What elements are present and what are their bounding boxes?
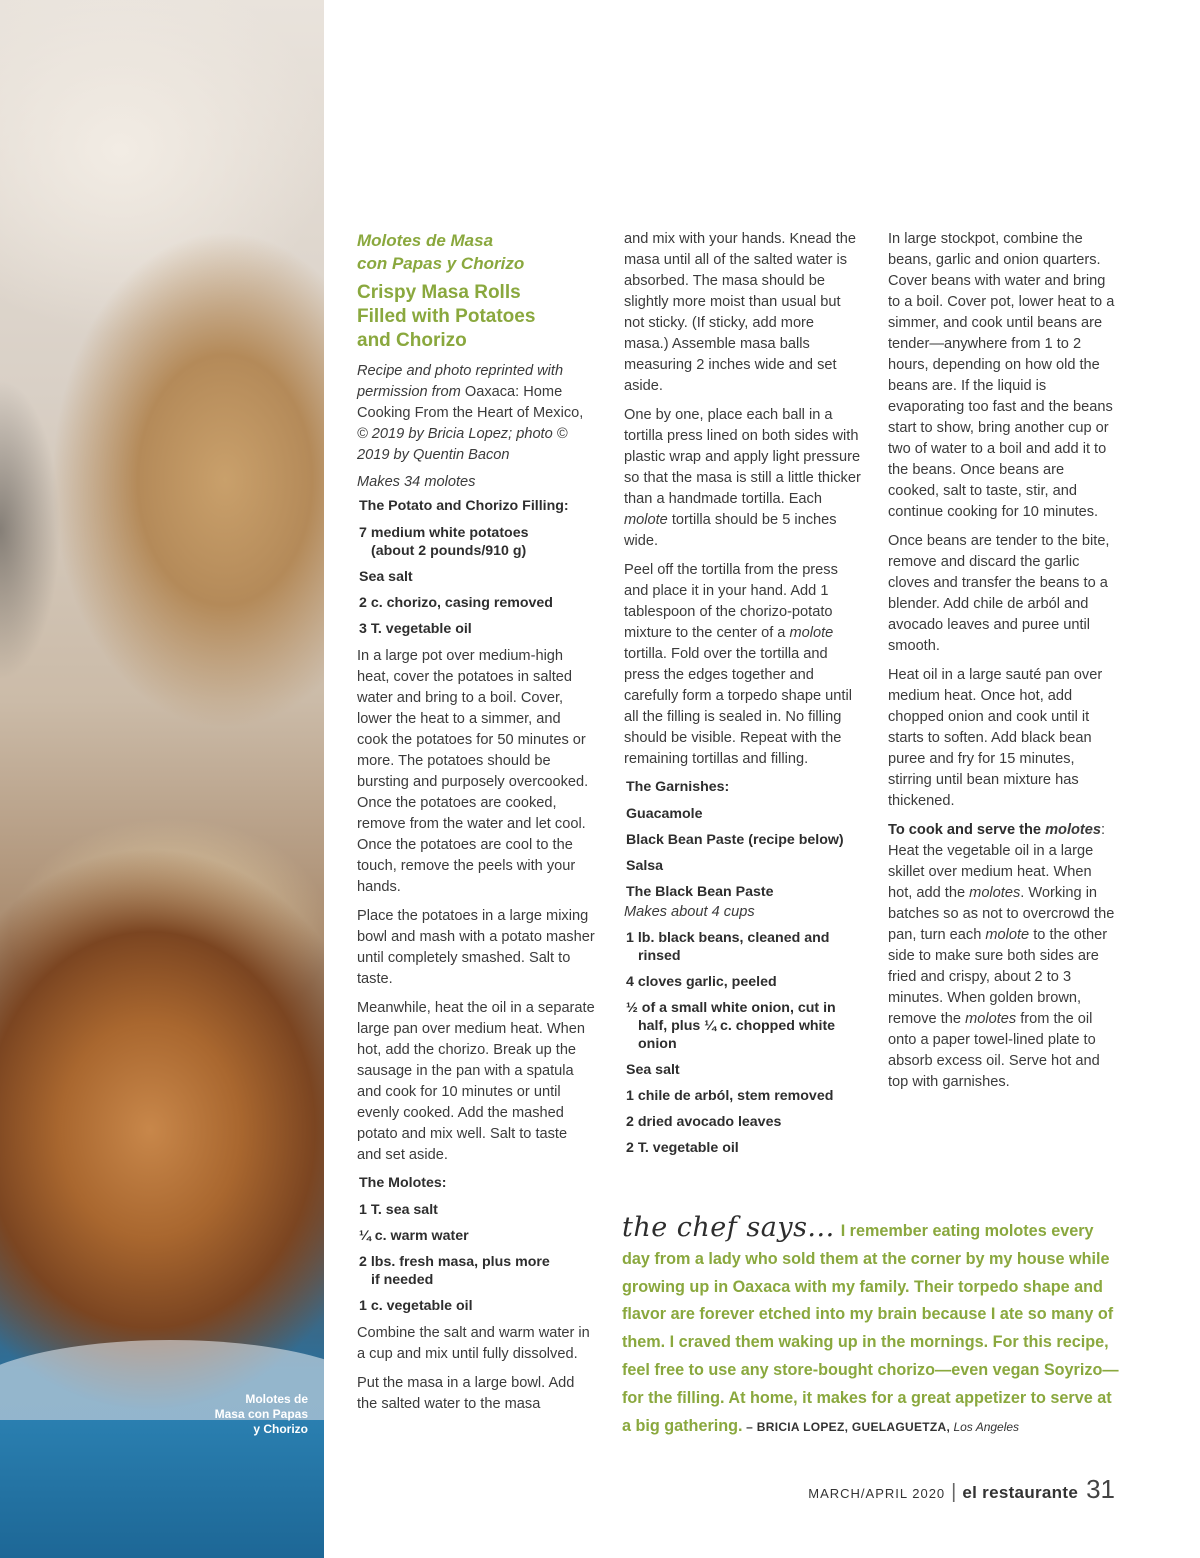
- paragraph: In large stockpot, combine the beans, garlic and onion quarters. Cover beans with water and bring to a boil. Cover pot, lower heat to a simmer, and cook until beans are tender—anywhere from 1 to 2 hours, depending on how old the beans are. If the liquid is evaporating too fast and the beans start to show, bring another cup or two of water to a boil and add it to the beans. Once beans are cooked, salt to taste, stir, and continue cooking for 10 minutes.: [888, 231, 1115, 520]
- paragraph: Put the masa in a large bowl. Add the salted water to the masa: [357, 1375, 575, 1412]
- food-photo: [0, 0, 324, 1558]
- garnish-item: Guacamole: [626, 806, 703, 822]
- molotes-heading: The Molotes:: [359, 1175, 447, 1191]
- molotes-ingredients: [357, 1201, 595, 1315]
- chef-says-lead: the chef says...: [622, 1212, 835, 1243]
- text-column-2: [624, 229, 862, 1165]
- ingredient-item: ½ of a small white onion, cut in half, plus ¼ c. chopped white onion: [626, 1000, 836, 1052]
- text-column-3: [888, 229, 1118, 1101]
- recipe-credit: Recipe and photo reprinted with permission from Oaxaca: Home Cooking From the Heart of Mexico, © 2019 by Bricia Lopez; photo © 2019 by Quentin Bacon: [357, 363, 584, 463]
- photo-shadow: [0, 380, 60, 680]
- ingredient-item: 2 lbs. fresh masa, plus more if needed: [359, 1254, 550, 1288]
- text-column-1: [357, 229, 595, 1423]
- filling-heading: The Potato and Chorizo Filling:: [359, 498, 569, 514]
- recipe-yield: Makes 34 molotes: [357, 474, 476, 490]
- photo-tabletop: [0, 1420, 324, 1558]
- serving-paragraph: To cook and serve the molotes: Heat the vegetable oil in a large skillet over medium heat. When hot, add the molotes. Working in batches so as not to overcrowd the pan, turn each molote to the other side to make sure both sides are fried and crispy, about 2 to 3 minutes. When golden brown, remove the molotes from the oil onto a paper towel-lined plate to absorb excess oil. Serve hot and top with garnishes.: [888, 822, 1115, 1090]
- ingredient-item: Sea salt: [359, 569, 413, 585]
- garnish-list: [624, 805, 862, 875]
- ingredient-item: Sea salt: [626, 1062, 680, 1078]
- garnish-item: Black Bean Paste (recipe below): [626, 832, 844, 848]
- chef-quote-text: I remember eating molotes every day from a lady who sold them at the corner by my house while growing up in Oaxaca with my family. Their torpedo shape and flavor are forever etched into my brain because I ate so many of them. I craved them waking up in the mornings. For this recipe, feel free to use any store-bought chorizo—even vegan Soyrizo—for the filling. At home, it makes for a great appetizer to serve at a big gathering.: [622, 1222, 1119, 1435]
- chef-quote: [622, 1214, 1122, 1441]
- english-title: Crispy Masa Rolls Filled with Potatoes and Chorizo: [357, 282, 536, 351]
- ingredient-item: 1 c. vegetable oil: [359, 1298, 473, 1314]
- bean-paste-yield: Makes about 4 cups: [624, 904, 755, 920]
- ingredient-item: 2 c. chorizo, casing removed: [359, 595, 553, 611]
- ingredient-item: 1 T. sea salt: [359, 1202, 438, 1218]
- ingredient-item: 7 medium white potatoes (about 2 pounds/910 g): [359, 525, 529, 559]
- bean-paste-ingredients: [624, 929, 862, 1157]
- paragraph: Meanwhile, heat the oil in a separate large pan over medium heat. When hot, add the chorizo. Break up the sausage in the pan with a spatula and cook for 10 minutes or until evenly cooked. Add the mashed potato and mix well. Salt to taste and set aside.: [357, 1000, 595, 1163]
- issue-date: MARCH/APRIL 2020: [808, 1486, 946, 1501]
- paragraph: Once beans are tender to the bite, remove and discard the garlic cloves and transfer the beans to a blender. Add chile de arból and avocado leaves and puree until smooth.: [888, 533, 1110, 654]
- photo-caption: Molotes de Masa con Papas y Chorizo: [214, 1392, 308, 1436]
- ingredient-item: 2 dried avocado leaves: [626, 1114, 782, 1130]
- magazine-name: el restaurante: [962, 1483, 1079, 1502]
- spanish-title: Molotes de Masa con Papas y Chorizo: [357, 231, 525, 273]
- ingredient-item: 3 T. vegetable oil: [359, 621, 472, 637]
- paragraph: One by one, place each ball in a tortilla press lined on both sides with plastic wrap and apply light pressure so that the masa is still a little thicker than a handmade tortilla. Each molote tortilla should be 5 inches wide.: [624, 407, 861, 549]
- folio-separator: |: [951, 1481, 957, 1503]
- page-folio: [808, 1474, 1115, 1504]
- paragraph: Peel off the tortilla from the press and place it in your hand. Add 1 tablespoon of the chorizo-potato mixture to the center of a molote tortilla. Fold over the tortilla and press the edges together and carefully form a torpedo shape until all the filling is sealed in. No filling should be visible. Repeat with the remaining tortillas and filling.: [624, 562, 852, 767]
- bean-paste-heading: The Black Bean Paste: [626, 884, 774, 900]
- chef-city: Los Angeles: [950, 1419, 1020, 1434]
- ingredient-item: 1 chile de arból, stem removed: [626, 1088, 834, 1104]
- ingredient-item: 1 lb. black beans, cleaned and rinsed: [626, 930, 830, 964]
- page-number: 31: [1086, 1474, 1115, 1504]
- chef-attribution: – BRICIA LOPEZ, GUELAGUETZA,: [742, 1419, 951, 1434]
- garnish-heading: The Garnishes:: [626, 779, 730, 795]
- ingredient-item: 2 T. vegetable oil: [626, 1140, 739, 1156]
- paragraph: Place the potatoes in a large mixing bowl and mash with a potato masher until completely smashed. Salt to taste.: [357, 908, 595, 987]
- paragraph: and mix with your hands. Knead the masa until all of the salted water is absorbed. The masa should be slightly more moist than usual but not sticky. (If sticky, add more masa.) Assemble masa balls measuring 2 inches wide and set aside.: [624, 231, 857, 394]
- filling-ingredients: [357, 524, 595, 638]
- paragraph: Heat oil in a large sauté pan over medium heat. Once hot, add chopped onion and cook until it starts to soften. Add black bean puree and fry for 15 minutes, stirring until bean mixture has thickened.: [888, 667, 1103, 809]
- ingredient-item: ¼ c. warm water: [359, 1228, 469, 1244]
- paragraph: In a large pot over medium-high heat, cover the potatoes in salted water and bring to a boil. Cover, lower the heat to a simmer, and cook the potatoes for 50 minutes or more. The potatoes should be bursting and purposely overcooked. Once the potatoes are cooked, remove from the water and let cool. Once the potatoes are cool to the touch, remove the peels with your hands.: [357, 648, 589, 895]
- garnish-item: Salsa: [626, 858, 664, 874]
- ingredient-item: 4 cloves garlic, peeled: [626, 974, 777, 990]
- paragraph: Combine the salt and warm water in a cup and mix until fully dissolved.: [357, 1325, 590, 1362]
